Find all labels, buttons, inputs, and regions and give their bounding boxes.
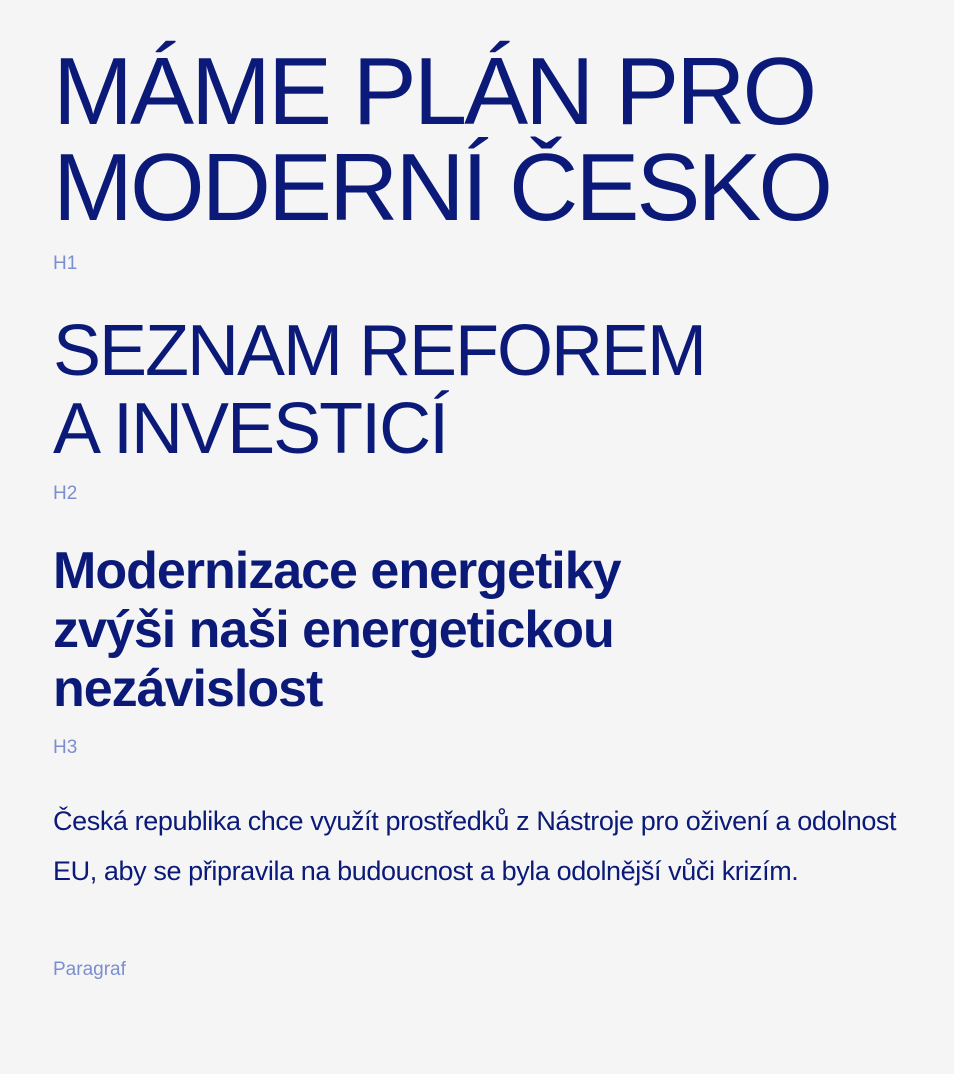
heading-3-line: nezávislost xyxy=(53,660,323,718)
heading-2-line: A INVESTICÍ xyxy=(53,389,448,469)
paragraph-sample: Česká republika chce využít prostředků z Nástroje pro oživení a odolnost EU, aby se připravila na budoucnost a byla odolnější vůči krizím. xyxy=(53,806,897,886)
heading-2-sample xyxy=(53,312,705,468)
heading-1-caption: H1 xyxy=(53,253,78,274)
heading-2-caption: H2 xyxy=(53,483,78,504)
heading-3-sample xyxy=(53,542,621,719)
heading-1-sample xyxy=(53,38,831,241)
heading-3-line: zvýši naši energetickou xyxy=(53,601,614,659)
heading-3-line: Modernizace energetiky xyxy=(53,542,621,600)
heading-3-caption: H3 xyxy=(53,737,78,758)
heading-2-line: SEZNAM REFOREM xyxy=(53,311,706,391)
heading-1-line: MÁME PLÁN PRO xyxy=(53,38,815,145)
paragraph-caption: Paragraf xyxy=(53,959,126,980)
heading-1-line: MODERNÍ ČESKO xyxy=(53,134,831,241)
